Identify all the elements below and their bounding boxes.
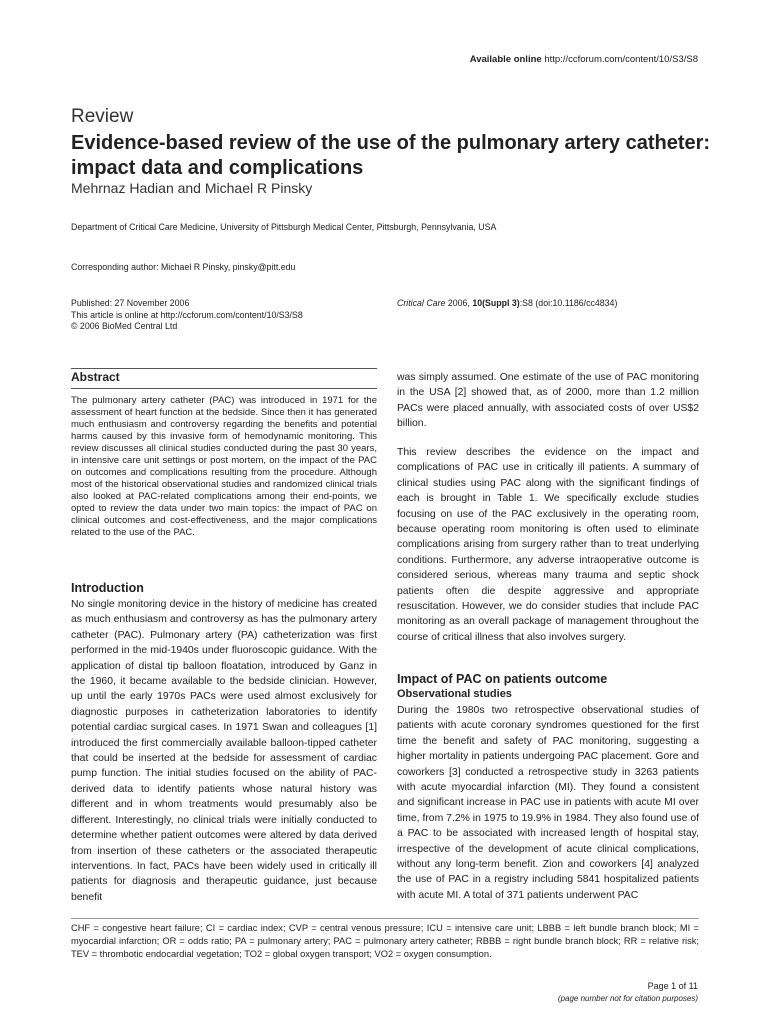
introduction-heading: Introduction <box>71 581 144 595</box>
affiliation: Department of Critical Care Medicine, University of Pittsburgh Medical Center, Pittsburgh, Pennsylvania, USA <box>71 222 497 232</box>
abstract-box <box>71 368 377 539</box>
section-heading-impact: Impact of PAC on patients outcome <box>397 672 608 686</box>
publication-info <box>71 298 303 333</box>
article-title: Evidence-based review of the use of the pulmonary artery catheter: impact data and complications <box>71 132 711 179</box>
citation-journal: Critical Care <box>397 298 446 308</box>
paragraph-observational: During the 1980s two retrospective observational studies of patients with acute coronary syndromes questioned for the first time the benefit and safety of PAC monitoring, suggesting a higher mortality in patients undergoing PAC placement. Gore and coworkers [3] conducted a retrospective study in 3263 patients with acute myocardial infarction (MI). They found a consistent and significant increase in PAC use in patients with acute MI over time, from 7.2% in 1975 to 19.9% in 1984. They also found use of a PAC to be associated with increased length of hospital stay, irrespective of the development of acute clinical complications, without any long-term benefit. Zion and coworkers [4] analyzed the use of PAC in a registry including 5841 hospitalized patients with acute MI. A total of 371 patients underwent PAC <box>397 705 699 901</box>
abstract-text: The pulmonary artery catheter (PAC) was introduced in 1971 for the assessment of heart function at the bedside. Since then it has generated much enthusiasm and controversy regarding the benefits and potential harms caused by this invasive form of hemodynamic monitoring. This review discusses all clinical studies conducted during the past 30 years, in intensive care unit settings or post mortem, on the impact of the PAC on outcomes and complications resulting from the procedure. Although most of the historical observational studies and randomized clinical trials also looked at PAC-related complications among their end-points, we opted to review the data under two main topics: the impact of PAC on clinical outcomes and cost-effectiveness, and the major complications related to the use of the PAC. <box>71 395 377 538</box>
copyright: © 2006 BioMed Central Ltd <box>71 321 178 331</box>
paragraph-scope: This review describes the evidence on the impact and complications of PAC use in critically ill patients. A summary of clinical studies using PAC along with the significant findings of each is brought in Table 1. We specifically exclude studies focusing on use of the PAC exclusively in the operating room, because operating room monitoring is often used to eliminate complications arising from surgery rather than to treat underlying conditions. Furthermore, any adverse intraoperative outcome is considered serious, whereas many trauma and septic shock patients often die despite aggressive and appropriate resuscitation. However, we do consider studies that include PAC monitoring as an overall package of management throughout the course of critical illness that also involves surgery. <box>397 447 699 643</box>
article-url-link[interactable]: http://ccforum.com/content/10/S3/S8 <box>544 54 698 65</box>
introduction-text: No single monitoring device in the history of medicine has created as much enthusiasm and controversy as has the pulmonary artery catheter (PAC). Pulmonary artery (PA) catheterization was first performed in the mid-1940s under fluoroscopic guidance. With the application of distal tip balloon floatation, introduced by Ganz in the 1960, it became available to the bedside clinician. However, up until the early 1970s PACs were used almost exclusively for diagnostic purposes in catheterization laboratories to identify potential cardiac surgical cases. In 1971 Swan and colleagues [1] introduced the first commercially available balloon-tipped catheter that could be inserted at the bedside for assessment of cardiac pump function. The initial studies focused on the ability of PAC-derived data to identify patients whose natural history was different and in whom treatments would presumably also be different. Interestingly, no clinical trials were initially conducted to determine whether patient outcomes were altered by data derived from insertion of these catheters or the associated therapeutic interventions. In fact, PACs have been widely used in critically ill patients for diagnosis and therapeutic guidance, just because benefit <box>71 599 377 903</box>
citation <box>397 298 617 308</box>
abstract-heading: Abstract <box>71 370 377 389</box>
article-authors: Mehrnaz Hadian and Michael R Pinsky <box>71 180 313 196</box>
published-date: Published: 27 November 2006 <box>71 298 190 308</box>
online-location: This article is online at http://ccforum.com/content/10/S3/S8 <box>71 309 303 320</box>
page-number-note: (page number not for citation purposes) <box>557 994 698 1003</box>
page-number: Page 1 of 11 <box>647 981 698 991</box>
subsection-heading-observational: Observational studies <box>397 688 512 700</box>
footnote-divider <box>71 918 699 919</box>
citation-doi: :S8 (doi:10.1186/cc4834) <box>519 298 618 308</box>
citation-volume: 10(Suppl 3) <box>472 298 520 308</box>
abbreviations-footnote: CHF = congestive heart failure; CI = cardiac index; CVP = central venous pressure; ICU = intensive care unit; LBBB = left bundle branch block; MI = myocardial infarction; OR = odds ratio; PA = pulmonary artery; PAC = pulmonary artery catheter; RBBB = right bundle branch block; RR = relative risk; TEV = thrombotic endocardial vegetation; TO2 = global oxygen transport; VO2 = oxygen consumption. <box>71 923 699 959</box>
availability-line <box>470 54 698 65</box>
available-online-label: Available online <box>469 54 542 65</box>
citation-year: 2006, <box>445 298 473 308</box>
corresponding-author: Corresponding author: Michael R Pinsky, pinsky@pitt.edu <box>71 262 296 272</box>
paragraph-cost: was simply assumed. One estimate of the use of PAC monitoring in the USA [2] showed that, as of 2000, more than 1.2 million PACs were placed annually, with associated costs of over US$2 billion. <box>397 372 699 430</box>
article-type: Review <box>71 106 134 127</box>
